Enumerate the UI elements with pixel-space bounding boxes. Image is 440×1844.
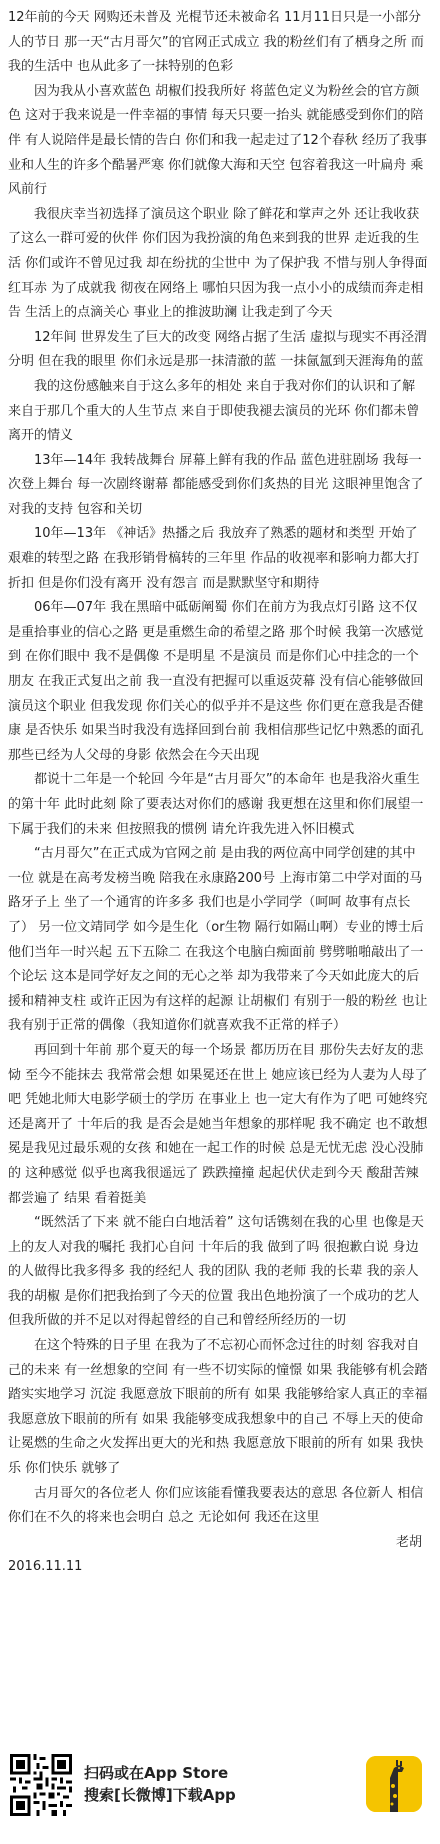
article-paragraph: 06年—07年 我在黑暗中砥砺阐蜀 你们在前方为我点灯引路 这不仅是重拾事业的信心之路 更是重燃生命的希望之路 那个时候 我第一次感觉到 在你们眼中 我不是偶像 不是明星 不是演员 而是你们心中挂念的一个朋友 在我正式复出之前 我一直没有把握可以重返荧幕 没有信心能够做回演员这个职业 但我发现 你们关心的似乎并不是这些 你们更在意我是否健康 是否快乐 如果当时我没有选择回到台前 我相信那些记忆中熟悉的面孔 那些已经为人父母的身影 依然会在今天出现 (8, 600, 424, 763)
article-paragraph: 古月哥欠的各位老人 你们应该能看懂我要表达的意思 各位新人 相信你们在不久的将来也会明白 总之 无论如何 我还在这里 (8, 1485, 424, 1526)
article-paragraph: 再回到十年前 那个夏天的每一个场景 都历历在目 那份失去好友的悲恸 至今不能抹去 我常常会想 如果冕还在世上 她应该已经为人妻为人母了吧 凭她北师大电影学硕士的学历 在事业上 也一定大有作为了吧 可她终究还是离开了 十年后的我 是否会是她当年想象的那样呢 我不确定 也不敢想 冕是我见过最乐观的女孩 和她在一起工作的时候 总是无忧无虑 没心没肺的 这种感觉 似乎也离我很遥远了 跌跌撞撞 起起伏伏走到今天 酸甜苦辣都尝遍了 结果 看着挺美 (8, 1042, 428, 1206)
giraffe-app-icon[interactable] (366, 1756, 422, 1812)
article-paragraph: 10年—13年 《神话》热播之后 我放弃了熟悉的题材和类型 开始了艰难的转型之路 在我形销骨槁转的三年里 作品的收视率和影响力都大打折扣 但是你们没有离开 没有怨言 而是默默坚守和期待 (8, 526, 420, 591)
article-paragraph: 我很庆幸当初选择了演员这个职业 除了鲜花和掌声之外 还让我收获了这么一群可爱的伙伴 你们因为我扮演的角色来到我的世界 走近我的生活 你们或许不曾见过我 却在纷扰的尘世中 为了保护我 不惜与别人争得面红耳赤 为了成就我 彻夜在网络上 哪怕只因为我一点小小的成绩而奔走相告 生活上的点滴关心 事业上的推波助澜 让我走到了今天 (8, 206, 428, 321)
post-date: 2016.11.11 (8, 1559, 83, 1575)
article-paragraph: 在这个特殊的日子里 在我为了不忘初心而怀念过往的时刻 容我对自己的未来 有一丝想象的空间 有一些不切实际的憧憬 如果 我能够有机会踏踏实实地学习 沉淀 我愿意放下眼前的所有 如果 我能够给家人真正的幸福 我愿意放下眼前的所有 如果 我能够变成我想象中的自己 不辱上天的使命 让冕燃的生命之火发挥出更大的光和热 我愿意放下眼前的所有 如果 我快乐 你们快乐 就够了 (8, 1338, 428, 1477)
article-body (8, 6, 428, 1580)
qr-code-icon[interactable] (10, 1754, 72, 1816)
download-instructions (84, 1762, 236, 1806)
article-paragraph: “既然活了下来 就不能白白地活着” 这句话镌刻在我的心里 也像是天上的友人对我的嘱托 我扪心自问 十年后的我 做到了吗 很抱歉白说 身边的人做得比我多得多 我的经纪人 我的团队 我的老师 我的长辈 我的亲人 我的胡椒 是你们把我抬到了今天的位置 我出色地扮演了一个成功的艺人 但我所做的并不足以对得起曾经的自己和曾经所经历的一切 (8, 1215, 424, 1329)
download-line-2: 搜索[长微博]下载App (84, 1786, 236, 1804)
article-paragraph: 13年—14年 我转战舞台 屏幕上鲜有我的作品 蓝色进驻剧场 我每一次登上舞台 每一次剧终谢幕 都能感受到你们炙热的目光 这眼神里饱含了对我的支持 包容和关切 (8, 452, 424, 517)
download-line-1: 扫码或在App Store (84, 1764, 229, 1782)
app-download-footer (0, 1748, 440, 1844)
author-signature: 老胡 (395, 1534, 422, 1550)
article-paragraph: 12年前的今天 网购还未普及 光棍节还未被命名 11月11日只是一小部分人的节日 那一天“古月哥欠”的官网正式成立 我的粉丝们有了栖身之所 而我的生活中 也从此多了一抹特别的色彩 (8, 10, 424, 75)
article-paragraph: 我的这份感触来自于这么多年的相处 来自于我对你们的认识和了解 来自于那几个重大的人生节点 来自于即使我褪去演员的光环 你们都未曾离开的情义 (8, 378, 420, 444)
article-paragraph: 都说十二年是一个轮回 今年是“古月哥欠”的本命年 也是我浴火重生的第十年 此时此刻 除了要表达对你们的感谢 我更想在这里和你们展望一下属于我们的未来 但按照我的惯例 请允许我先进入怀旧模式 (8, 772, 424, 837)
article-paragraph: 因为我从小喜欢蓝色 胡椒们投我所好 将蓝色定义为粉丝会的官方颜色 这对于我来说是一件幸福的事情 每天只要一抬头 就能感受到你们的陪伴 有人说陪伴是最长情的告白 你们和我一起走过了12个春秋 经历了我事业和人生的许多个酷暑严寒 你们就像大海和天空 包容着我这一叶扁舟 乘风前行 (8, 83, 427, 198)
article-paragraph: 12年间 世界发生了巨大的改变 网络占据了生活 虚拟与现实不再泾渭分明 但在我的眼里 你们永远是那一抹清澈的蓝 一抹氤氲到天涯海角的蓝 (8, 329, 427, 370)
article-paragraph: “古月哥欠”在正式成为官网之前 是由我的两位高中同学创建的其中一位 就是在高考发榜当晚 陪我在永康路200号 上海市第二中学对面的马路牙子上 坐了一个通宵的许多多 我们也是小学同学（呵呵 故事有点长了） 另一位文靖同学 如今是生化（or生物 隔行如隔山啊）专业的博士后 他们当年一时兴起 五下五除二 在我这个电脑白痴面前 劈劈啪啪敲出了一个论坛 这本是同学好友之间的无心之举 却为我带来了今天如此庞大的后援和精神支柱 或许正因为有这样的起源 让胡椒们 有别于一般的粉丝 也让我有别于正常的偶像（我知道你们就喜欢我不正常的样子） (8, 846, 428, 1034)
